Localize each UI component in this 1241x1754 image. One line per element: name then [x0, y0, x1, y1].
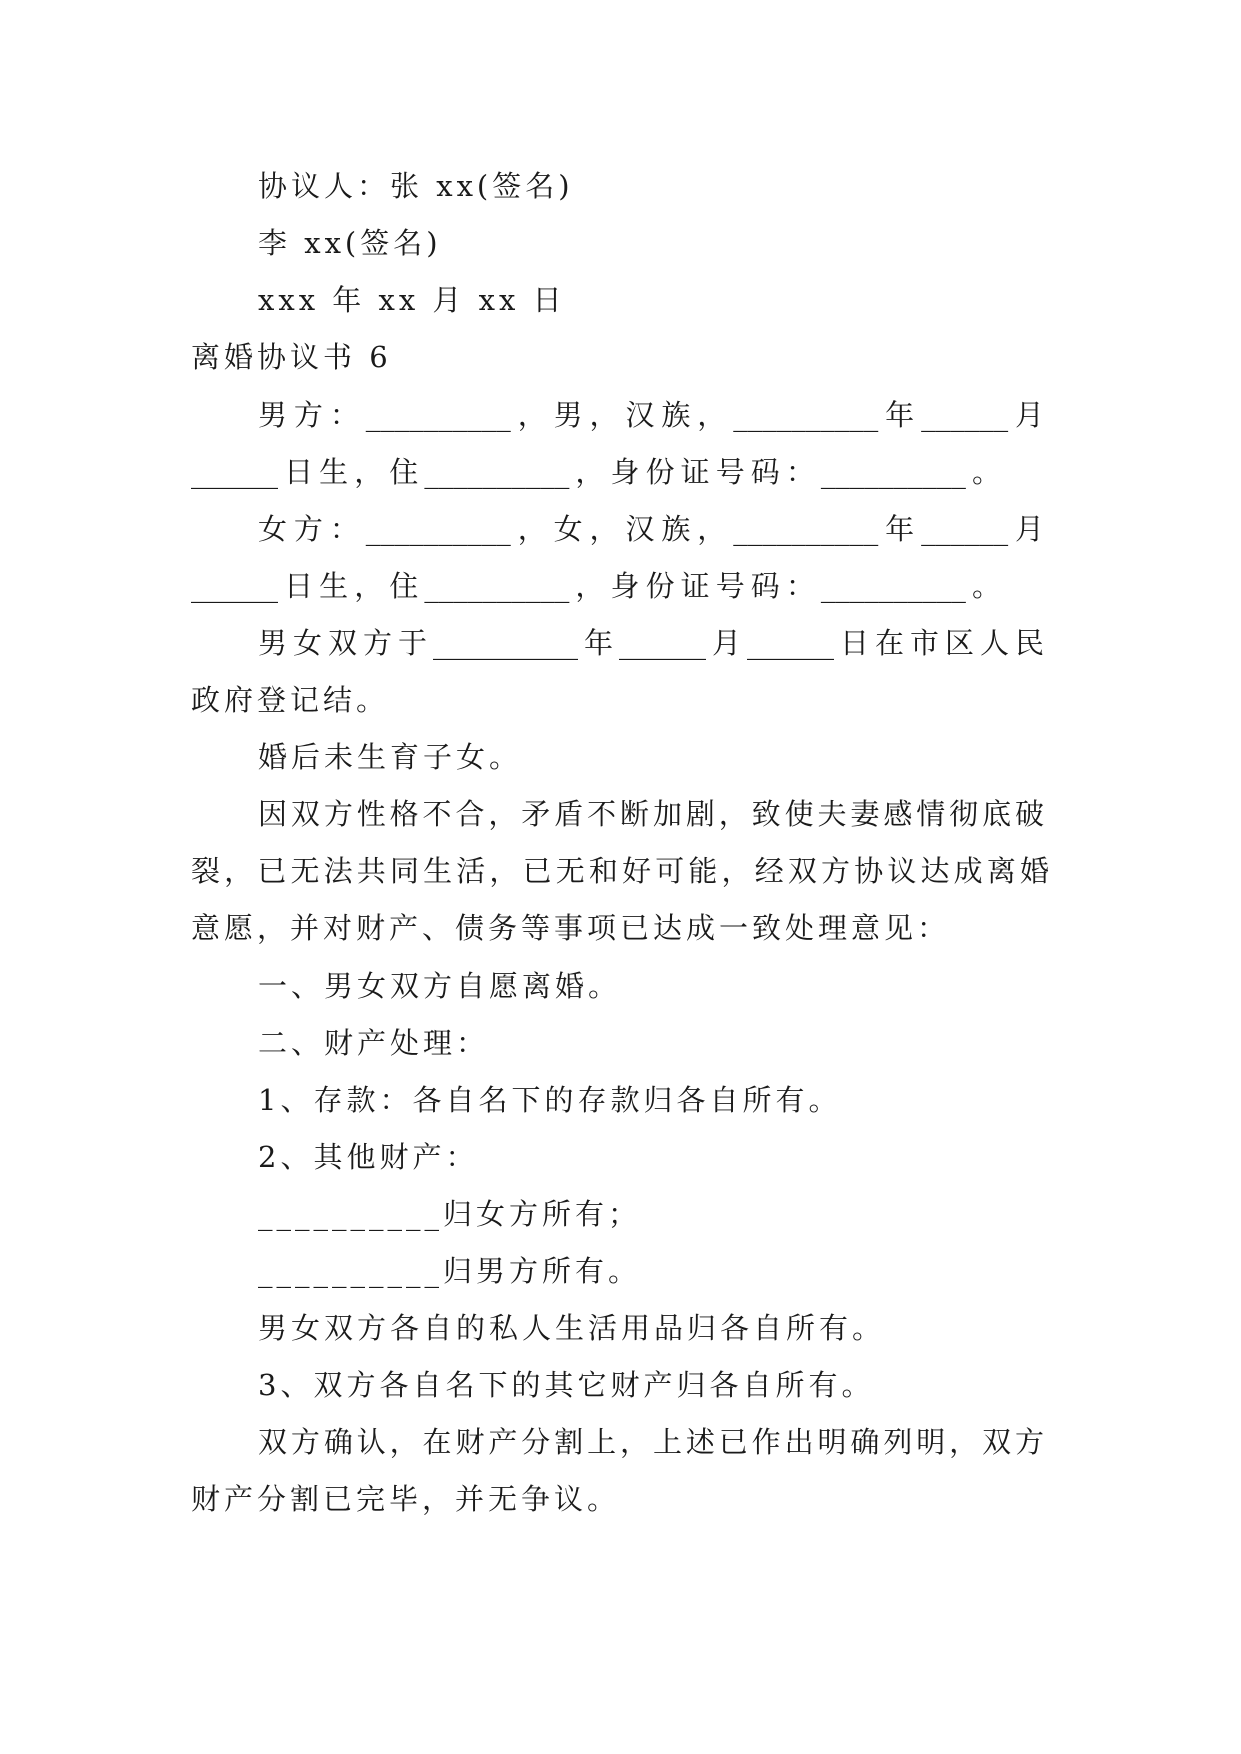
children-line: 婚后未生育子女。	[258, 740, 523, 774]
clause-2: 二、财产处理：	[258, 1026, 490, 1060]
female-party-line: 女方：__________，女，汉族，__________年______月	[258, 512, 1044, 546]
male-party-line-cont: ______日生，住__________，身份证号码：__________。	[191, 455, 1001, 489]
document-title: 离婚协议书 6	[191, 340, 392, 374]
property-to-female-line: __________归女方所有；	[258, 1197, 642, 1231]
clause-1: 一、男女双方自愿离婚。	[258, 969, 622, 1003]
clause-2-item-1: 1、存款：各自名下的存款归各自所有。	[258, 1083, 842, 1117]
reason-paragraph-line-1: 因双方性格不合，矛盾不断加剧，致使夫妻感情彻底破	[258, 797, 1044, 831]
personal-items-line: 男女双方各自的私人生活用品归各自所有。	[258, 1311, 886, 1345]
confirmation-line-2: 财产分割已完毕，并无争议。	[191, 1482, 621, 1516]
signatory-line-2: 李 xx(签名)	[258, 226, 442, 260]
marriage-registration-line: 男女双方于__________年______月______日在市区人民	[258, 626, 1044, 660]
property-to-male-line: __________归男方所有。	[258, 1254, 642, 1288]
marriage-registration-line-cont: 政府登记结。	[191, 683, 390, 717]
reason-paragraph-line-2: 裂，已无法共同生活，已无和好可能，经双方协议达成离婚	[191, 854, 1049, 888]
clause-2-item-2: 2、其他财产：	[258, 1140, 479, 1174]
signatory-line: 协议人：张 xx(签名)	[258, 169, 574, 203]
clause-2-item-3: 3、双方各自名下的其它财产归各自所有。	[258, 1368, 875, 1402]
male-party-line: 男方：__________，男，汉族，__________年______月	[258, 398, 1044, 432]
female-party-line-cont: ______日生，住__________，身份证号码：__________。	[191, 569, 1001, 603]
reason-paragraph-line-3: 意愿，并对财产、债务等事项已达成一致处理意见：	[191, 911, 951, 945]
confirmation-line-1: 双方确认，在财产分割上，上述已作出明确列明，双方	[258, 1425, 1044, 1459]
date-line: xxx 年 xx 月 xx 日	[258, 283, 566, 317]
